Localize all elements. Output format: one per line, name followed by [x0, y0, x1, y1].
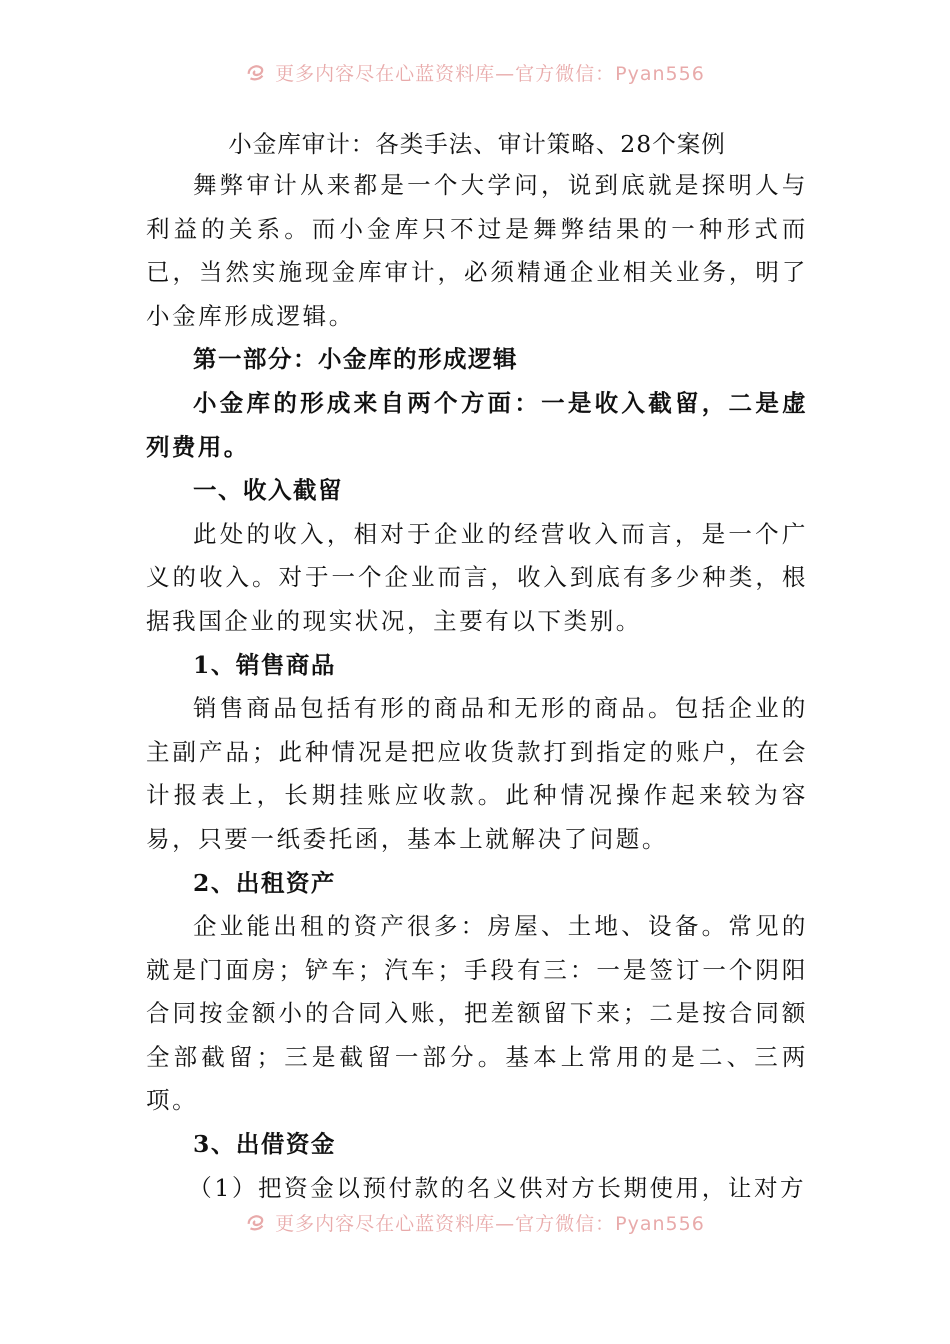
item2-heading: 2、出租资产 [193, 868, 336, 897]
part1-summary: 小金库的形成来自两个方面：一是收入截留，二是虚列费用。 [146, 388, 808, 461]
item1-paragraph: 销售商品包括有形的商品和无形的商品。包括企业的主副产品；此种情况是把应收货款打到指定的账户，在会计报表上，长期挂账应收款。此种情况操作起来较为容易，只要一纸委托函，基本上就解决了问题。 [146, 694, 808, 853]
item1-heading: 1、销售商品 [193, 650, 336, 679]
intro-paragraph: 舞弊审计从来都是一个大学问，说到底就是探明人与利益的关系。而小金库只不过是舞弊结果的一种形式而已，当然实施现金库审计，必须精通企业相关业务，明了小金库形成逻辑。 [146, 171, 808, 330]
watermark-header [0, 52, 950, 92]
section1-paragraph: 此处的收入，相对于企业的经营收入而言，是一个广义的收入。对于一个企业而言，收入到底有多少种类，根据我国企业的现实状况，主要有以下类别。 [146, 519, 808, 635]
watermark-footer [0, 1202, 950, 1242]
watermark-text: 更多内容尽在心蓝资料库—官方微信：Pyan556 [275, 62, 705, 85]
item2-paragraph: 企业能出租的资产很多：房屋、土地、设备。常见的就是门面房；铲车；汽车；手段有三：一是签订一个阴阳合同按金额小的合同入账，把差额留下来；二是按合同额全部截留；三是截留一部分。基本上常用的是二、三两项。 [146, 912, 808, 1115]
section1-heading: 一、收入截留 [193, 476, 343, 505]
document-title: 小金库审计：各类手法、审计策略、28个案例 [228, 130, 726, 158]
item3-paragraph: （1）把资金以预付款的名义供对方长期使用，让对方 [188, 1173, 807, 1202]
part1-heading: 第一部分：小金库的形成逻辑 [193, 345, 518, 374]
document-body [146, 124, 808, 1210]
brand-logo-icon [245, 61, 267, 83]
item3-heading: 3、出借资金 [193, 1130, 336, 1159]
watermark-text: 更多内容尽在心蓝资料库—官方微信：Pyan556 [275, 1212, 705, 1235]
brand-logo-icon [245, 1211, 267, 1233]
